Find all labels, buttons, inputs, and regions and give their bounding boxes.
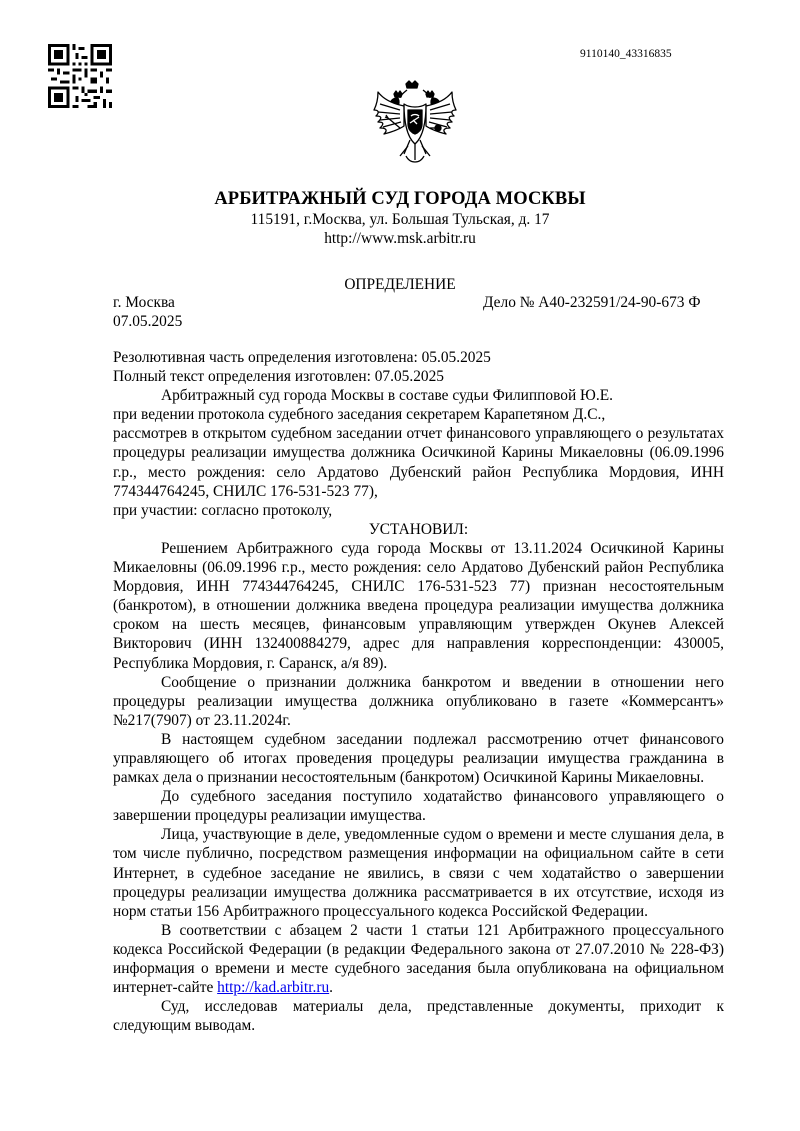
court-website: http://www.msk.arbitr.ru bbox=[324, 230, 476, 247]
court-composition-line: Арбитражный суд города Москвы в составе судьи Филипповой Ю.Е. bbox=[161, 387, 613, 405]
consideration-paragraph: рассмотрев в открытом судебном заседании отчет финансового управляющего о результатах процедуры реализации имущества должника Осичкиной Карины Микаеловны (06.09.1996 г.р., место рождения: село Ардатово Дубенский район Республика Мордовия, ИНН 774344764245, СНИЛС 176-531-523 77), bbox=[113, 425, 724, 500]
body-paragraph bbox=[113, 921, 724, 997]
body-paragraph-text: В соответствии с абзацем 2 части 1 статьи 121 Арбитражного процессуального кодекса Российской Федерации (в редакции Федерального закона от 27.07.2010 № 228-ФЗ) информация о времени и месте судебного заседания была опубликована на официальном интернет-сайте bbox=[113, 921, 724, 997]
document-body bbox=[113, 348, 724, 1035]
body-paragraph: До судебного заседания поступило ходатайство финансового управляющего о завершении процедуры реализации имущества. bbox=[113, 788, 724, 825]
document-id: 9110140_43316835 bbox=[580, 48, 672, 60]
secretary-line: при ведении протокола судебного заседания секретарем Карапетяном Д.С., bbox=[113, 406, 606, 424]
full-text-date-line: Полный текст определения изготовлен: 07.05.2025 bbox=[113, 368, 444, 386]
qr-code bbox=[48, 44, 112, 108]
court-address: 115191, г.Москва, ул. Большая Тульская, д. 17 bbox=[250, 211, 550, 228]
kad-arbitr-link[interactable]: http://kad.arbitr.ru bbox=[217, 979, 330, 997]
body-paragraph: В настоящем судебном заседании подлежал рассмотрению отчет финансового управляющего об итогах проведения процедуры реализации имущества гражданина в рамках дела о признании несостоятельным (банкротом) Осичкиной Карины Микаеловны. bbox=[113, 730, 724, 787]
body-paragraph: Суд, исследовав материалы дела, представленные документы, приходит к следующим выводам. bbox=[113, 998, 724, 1035]
document-city: г. Москва bbox=[113, 294, 175, 311]
document-type-heading: ОПРЕДЕЛЕНИЕ bbox=[344, 276, 456, 293]
case-number: Дело № А40-232591/24-90-673 Ф bbox=[483, 294, 701, 311]
coat-of-arms-emblem bbox=[370, 80, 460, 170]
participation-line: при участии: согласно протоколу, bbox=[113, 501, 333, 519]
link-suffix: . bbox=[329, 979, 334, 997]
court-name: АРБИТРАЖНЫЙ СУД ГОРОДА МОСКВЫ bbox=[214, 189, 586, 209]
established-heading: УСТАНОВИЛ: bbox=[368, 520, 469, 538]
document-date: 07.05.2025 bbox=[113, 313, 183, 330]
body-paragraph: Решением Арбитражного суда города Москвы от 13.11.2024 Осичкиной Карины Микаеловны (06.09.1996 г.р., место рождения: село Ардатово Дубенский район Республика Мордовия, ИНН 774344764245, СНИЛС 176-531-523 77) признан несостоятельным (банкротом), в отношении должника введена процедура реализации имущества должника сроком на шесть месяцев, финансовым управляющим утвержден Окунев Алексей Викторович (ИНН 132400884279, адрес для направления корреспонденции: 430005, Республика Мордовия, г. Саранск, а/я 89). bbox=[113, 539, 724, 672]
operative-part-date-line: Резолютивная часть определения изготовлена: 05.05.2025 bbox=[113, 349, 491, 366]
body-paragraph: Сообщение о признании должника банкротом и введении в отношении него процедуры реализации имущества должника опубликовано в газете «Коммерсантъ» №217(7907) от 23.11.2024г. bbox=[113, 673, 724, 729]
body-paragraph: Лица, участвующие в деле, уведомленные судом о времени и месте слушания дела, в том числе публично, посредством размещения информации на официальном сайте в сети Интернет, в судебное заседание не явились, в связи с чем ходатайство о завершении процедуры реализации имущества должника рассматривается в их отсутствие, исходя из норм статьи 156 Арбитражного процессуального кодекса Российской Федерации. bbox=[113, 826, 724, 920]
